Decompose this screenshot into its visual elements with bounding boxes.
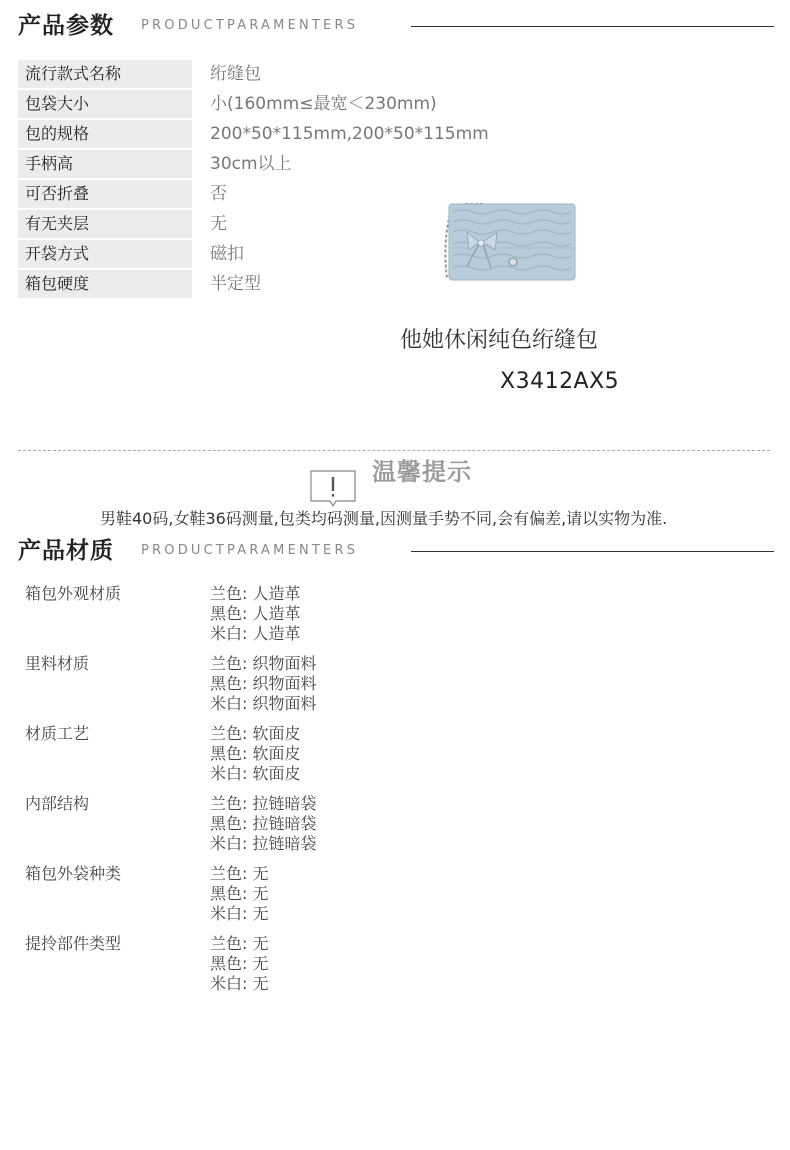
material-value: 米白: 软面皮 xyxy=(210,764,301,783)
material-value: 米白: 无 xyxy=(210,904,269,923)
dashed-divider xyxy=(18,450,770,451)
material-label: 材质工艺 xyxy=(25,724,90,743)
param-value: 绗缝包 xyxy=(210,64,261,84)
material-value: 黑色: 无 xyxy=(210,884,269,903)
material-value: 兰色: 拉链暗袋 xyxy=(210,794,317,813)
material-value: 米白: 人造革 xyxy=(210,624,301,643)
material-label: 箱包外观材质 xyxy=(25,584,122,603)
param-row xyxy=(18,90,518,118)
param-value: 半定型 xyxy=(210,274,261,294)
material-item xyxy=(0,792,790,862)
product-name: 他她休闲纯色绗缝包 xyxy=(400,328,599,353)
param-value: 200*50*115mm,200*50*115mm xyxy=(210,124,489,144)
product-code: X3412AX5 xyxy=(500,369,620,394)
param-label: 包的规格 xyxy=(18,120,192,148)
material-value: 黑色: 无 xyxy=(210,954,269,973)
material-label: 提拎部件类型 xyxy=(25,934,122,953)
material-item xyxy=(0,932,790,1002)
params-section-header xyxy=(18,10,774,42)
param-label: 有无夹层 xyxy=(18,210,192,238)
material-value: 米白: 无 xyxy=(210,974,269,993)
exclamation-notice-icon xyxy=(310,470,356,510)
material-values xyxy=(210,654,316,714)
material-value: 兰色: 无 xyxy=(210,864,269,883)
notice-title: 温馨提示 xyxy=(372,458,472,486)
material-values xyxy=(210,794,316,854)
param-value: 小(160mm≤最宽＜230mm) xyxy=(210,94,437,114)
param-row xyxy=(18,120,518,148)
param-value: 磁扣 xyxy=(210,244,244,264)
param-row xyxy=(18,60,518,88)
materials-section-header xyxy=(18,535,774,567)
material-values xyxy=(210,934,268,994)
material-value: 黑色: 人造革 xyxy=(210,604,301,623)
param-label: 包袋大小 xyxy=(18,90,192,118)
material-value: 兰色: 织物面料 xyxy=(210,654,317,673)
material-item xyxy=(0,652,790,722)
material-value: 兰色: 人造革 xyxy=(210,584,301,603)
param-value: 30cm以上 xyxy=(210,154,292,174)
material-value: 黑色: 拉链暗袋 xyxy=(210,814,317,833)
material-value: 兰色: 无 xyxy=(210,934,269,953)
material-value: 米白: 织物面料 xyxy=(210,694,317,713)
material-item xyxy=(0,722,790,792)
product-bag-image xyxy=(443,202,577,282)
material-value: 黑色: 织物面料 xyxy=(210,674,317,693)
material-values xyxy=(210,864,268,924)
params-header-rule xyxy=(411,26,774,27)
param-row xyxy=(18,150,518,178)
param-label: 可否折叠 xyxy=(18,180,192,208)
param-label: 开袋方式 xyxy=(18,240,192,268)
materials-section-title: 产品材质 xyxy=(18,538,114,564)
param-value: 无 xyxy=(210,214,227,234)
material-value: 兰色: 软面皮 xyxy=(210,724,301,743)
param-label: 箱包硬度 xyxy=(18,270,192,298)
material-label: 内部结构 xyxy=(25,794,90,813)
param-label: 流行款式名称 xyxy=(18,60,192,88)
material-item xyxy=(0,862,790,932)
param-label: 手柄高 xyxy=(18,150,192,178)
notice-text: 男鞋40码,女鞋36码测量,包类均码测量,因测量手势不同,会有偏差,请以实物为准. xyxy=(100,509,668,528)
material-values xyxy=(210,584,300,644)
material-label: 里料材质 xyxy=(25,654,90,673)
params-section-title: 产品参数 xyxy=(18,13,114,39)
material-values xyxy=(210,724,300,784)
materials-header-rule xyxy=(411,551,774,552)
material-label: 箱包外袋种类 xyxy=(25,864,122,883)
materials-section-subtitle: PRODUCTPARAMENTERS xyxy=(141,543,359,558)
param-value: 否 xyxy=(210,184,227,204)
params-section-subtitle: PRODUCTPARAMENTERS xyxy=(141,18,359,33)
material-value: 黑色: 软面皮 xyxy=(210,744,301,763)
material-item xyxy=(0,582,790,652)
material-value: 米白: 拉链暗袋 xyxy=(210,834,317,853)
